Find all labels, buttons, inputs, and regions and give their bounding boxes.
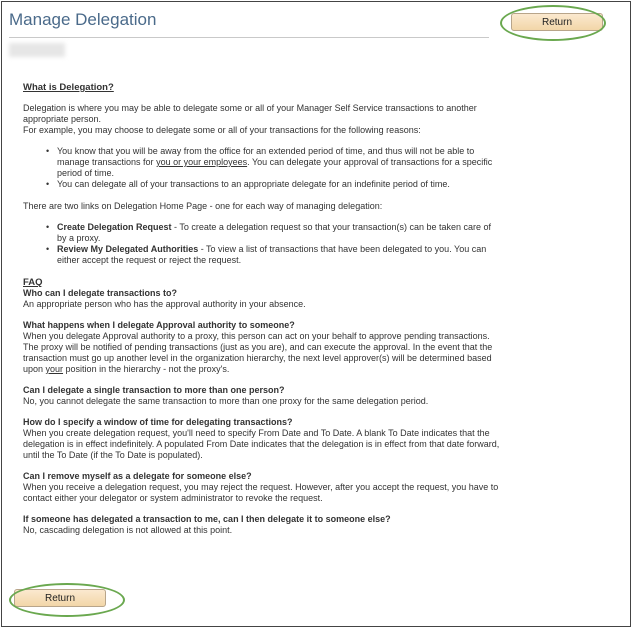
faq-question: Who can I delegate transactions to? (23, 288, 178, 298)
faq-answer: No, cascading delegation is not allowed at this point. (23, 525, 233, 535)
reason-item: • You know that you will be away from the office for an extended period of time, and thus will not be able to manage transactions for you or your employees. You can delegate your approval of transactions for a specific period of time. (57, 146, 501, 179)
links-intro: There are two links on Delegation Home Page - one for each way of managing delegation: (23, 201, 383, 211)
links-list (23, 222, 501, 266)
you-or-your-employees-link[interactable]: you or your employees (156, 157, 248, 167)
intro-paragraph: Delegation is where you may be able to delegate some or all of your Manager Self Service transactions to another appropriate person. (23, 103, 477, 124)
return-button-bottom[interactable]: Return (14, 589, 106, 607)
reasons-list (23, 146, 501, 190)
what-is-delegation-heading: What is Delegation? (23, 82, 114, 93)
faq-question: How do I specify a window of time for delegating transactions? (23, 417, 293, 427)
faq-question: If someone has delegated a transaction to me, can I then delegate it to someone else? (23, 514, 391, 524)
reason-item: • You can delegate all of your transactions to an appropriate delegate for an indefinite period of time. (57, 179, 501, 190)
faq-question: What happens when I delegate Approval authority to someone? (23, 320, 295, 330)
link-item: • Create Delegation Request - To create a delegation request so that your transaction(s) can be taken care of by a proxy. (57, 222, 501, 244)
faq-heading: FAQ (23, 277, 43, 288)
create-delegation-request-label: Create Delegation Request (57, 222, 172, 232)
help-content (23, 82, 501, 536)
faq-answer: When you receive a delegation request, you may reject the request. However, after you accept the request, you have to contact either your delegator or system administrator to revoke the request. (23, 482, 499, 503)
page-title: Manage Delegation (9, 10, 157, 29)
faq-answer: When you create delegation request, you'll need to specify From Date and To Date. A blank To Date indicates that the delegation is in effect indefinitely. A populated From Date indicates that the delegation is in effect from that date forward, until the To Date (if the To Date is populated). (23, 428, 500, 460)
faq-answer: When you delegate Approval authority to a proxy, this person can act on your behalf to approve pending transactions. The proxy will be notified of pending transactions (just as you are), and can execute the approval. In the event that the transaction must go up another level in the organization hierarchy, the next level approver(s) will be determined based upon your position in the hierarchy - not the proxy's. (23, 331, 493, 374)
intro-example: For example, you may choose to delegate some or all of your transactions for the following reasons: (23, 125, 421, 135)
review-delegated-authorities-label: Review My Delegated Authorities (57, 244, 199, 254)
faq-question: Can I remove myself as a delegate for someone else? (23, 471, 252, 481)
faq-answer: No, you cannot delegate the same transaction to more than one proxy for the same delegation period. (23, 396, 429, 406)
link-item: • Review My Delegated Authorities - To view a list of transactions that have been delegated to you. You can either accept the request or reject the request. (57, 244, 501, 266)
redacted-name (9, 43, 65, 57)
faq-question: Can I delegate a single transaction to more than one person? (23, 385, 285, 395)
return-button-top[interactable]: Return (511, 13, 603, 31)
title-divider (9, 37, 489, 38)
faq-answer: An appropriate person who has the approval authority in your absence. (23, 299, 306, 309)
